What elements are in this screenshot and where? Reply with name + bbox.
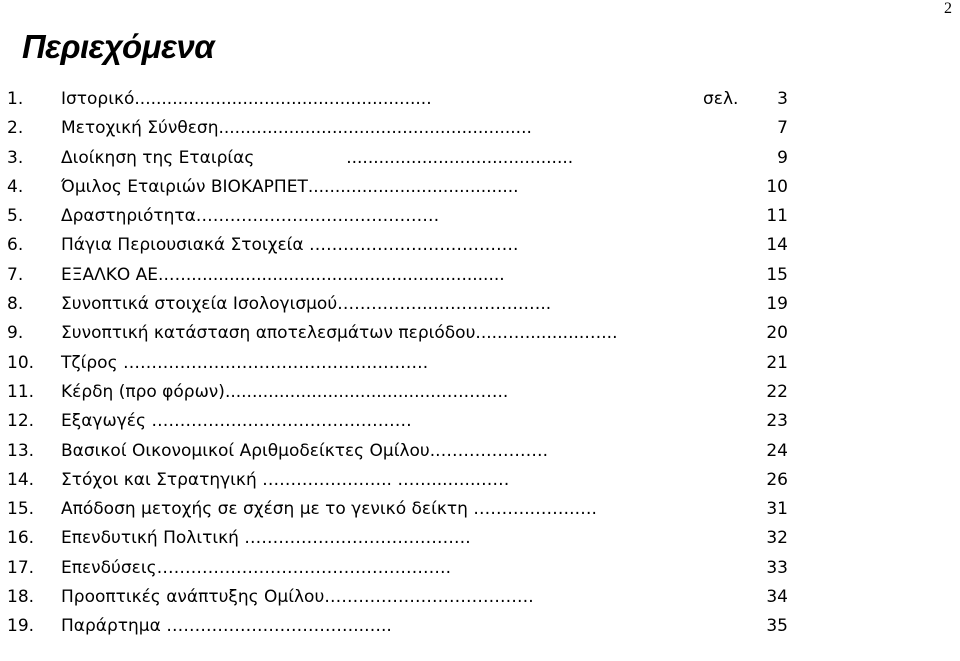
page-title: Περιεχόμενα — [22, 28, 215, 65]
toc-entry-number: 11. — [7, 381, 35, 402]
toc-entry-number: 10. — [7, 352, 35, 373]
toc-entry-page: 15 — [766, 264, 788, 285]
toc-entry-label: ΕΞΑΛΚΟ ΑΕ..…........................................................... — [61, 264, 505, 285]
toc-entry — [0, 612, 960, 641]
toc-entry-label: Στόχοι και Στρατηγική ………………….. ……...…..…… — [61, 469, 510, 490]
toc-entry — [0, 114, 960, 143]
toc-entry-number: 1. — [7, 89, 24, 109]
toc-entry-number: 3. — [7, 147, 24, 168]
toc-entry — [0, 290, 960, 319]
toc-entry — [0, 524, 960, 553]
toc-entry — [0, 378, 960, 407]
toc-entry-page: 33 — [766, 557, 788, 578]
toc-entry-page: 14 — [766, 235, 788, 256]
toc-entry-number: 9. — [7, 323, 24, 344]
toc-entry-label: Μετοχική Σύνθεση.......................................................... — [61, 118, 532, 139]
toc-entry-number: 16. — [7, 528, 35, 549]
toc-entry-number: 7. — [7, 264, 24, 285]
toc-entry-page: 11 — [766, 206, 788, 227]
toc-entry — [0, 261, 960, 290]
toc-entry-label: Κέρδη (προ φόρων)........................................….…….. — [61, 381, 509, 402]
toc-entry-page: 24 — [766, 440, 788, 461]
page-number: 2 — [944, 0, 952, 17]
toc-entry-label: Όμιλος Εταιριών ΒΙΟΚΑΡΠΕΤ....................................... — [61, 176, 519, 197]
toc-entry-label: Επενδύσεις……………………………………………. — [61, 557, 451, 578]
toc-entry-page: 34 — [766, 587, 788, 608]
toc-entry-number: 5. — [7, 206, 24, 227]
toc-entry-label: Εξαγωγές …………….………………………… — [61, 411, 412, 432]
toc-entry — [0, 554, 960, 583]
toc-entry-label: Πάγια Περιουσιακά Στοιχεία ………………………………. — [61, 235, 519, 256]
toc-entry-page: 22 — [766, 381, 788, 402]
toc-entry-number: 2. — [7, 118, 24, 139]
toc-entry-label: Απόδοση μετοχής σε σχέση με το γενικό δείκτη ………..…….…. — [61, 499, 597, 520]
toc-entry — [0, 407, 960, 436]
toc-entry-label: Συνοπτική κατάσταση αποτελεσμάτων περιόδου.....…............…... — [61, 323, 618, 344]
toc-entry-page: 23 — [766, 411, 788, 432]
toc-entry-label: Βασικοί Οικονομικοί Αριθμοδείκτες Ομίλου..………………. — [61, 440, 548, 461]
toc-entry — [0, 349, 960, 378]
toc-entry-number: 17. — [7, 557, 35, 578]
toc-entry-label: Ιστορικό....................................................... — [61, 89, 432, 109]
toc-entry-number: 8. — [7, 294, 24, 315]
toc-entry-label: Παράρτημα ……………………………..….. — [61, 616, 392, 637]
toc-entry — [0, 85, 960, 114]
toc-entry-page: 26 — [766, 469, 788, 490]
toc-entry-label: Διοίκηση της Εταιρίας .......................................... — [61, 147, 574, 168]
toc-entry — [0, 583, 960, 612]
toc-entry-page: 20 — [766, 323, 788, 344]
toc-entry-label: Προοπτικές ανάπτυξης Ομίλου………………………………. — [61, 587, 534, 608]
toc-entry-page: 9 — [777, 147, 788, 168]
toc-entry-number: 4. — [7, 176, 24, 197]
toc-entry-label: Επενδυτική Πολιτική …………………………………. — [61, 528, 471, 549]
toc-entry-page: 10 — [766, 176, 788, 197]
toc-entry-page: 21 — [766, 352, 788, 373]
toc-entry-label: Δραστηριότητα……………………….…………… — [61, 206, 440, 227]
toc-entry-number: 14. — [7, 469, 35, 490]
toc-entry-number: 15. — [7, 499, 35, 520]
toc-entry-label: Συνοπτικά στοιχεία Ισολογισμού……………..…………….….. — [61, 294, 552, 315]
toc-entry-page: 19 — [766, 294, 788, 315]
toc-entry-number: 6. — [7, 235, 24, 256]
toc-entry-page: 32 — [766, 528, 788, 549]
toc-entry-number: 19. — [7, 616, 35, 637]
toc-entry — [0, 231, 960, 260]
toc-entry — [0, 437, 960, 466]
toc-entry-number: 13. — [7, 440, 35, 461]
toc-entry — [0, 319, 960, 348]
toc-entry — [0, 202, 960, 231]
toc-entry — [0, 466, 960, 495]
toc-entry-number: 12. — [7, 411, 35, 432]
toc-entry-page: 31 — [766, 499, 788, 520]
table-of-contents — [0, 85, 960, 642]
page-abbrev: σελ. — [703, 89, 739, 109]
toc-entry-label: Τζίρος ……………….…………………….………. — [61, 352, 429, 373]
toc-entry-page: 3 — [777, 89, 788, 109]
toc-entry-page: 7 — [777, 118, 788, 139]
toc-entry-number: 18. — [7, 587, 35, 608]
toc-entry — [0, 144, 960, 173]
toc-entry-page: 35 — [766, 616, 788, 637]
toc-entry — [0, 173, 960, 202]
toc-entry — [0, 495, 960, 524]
